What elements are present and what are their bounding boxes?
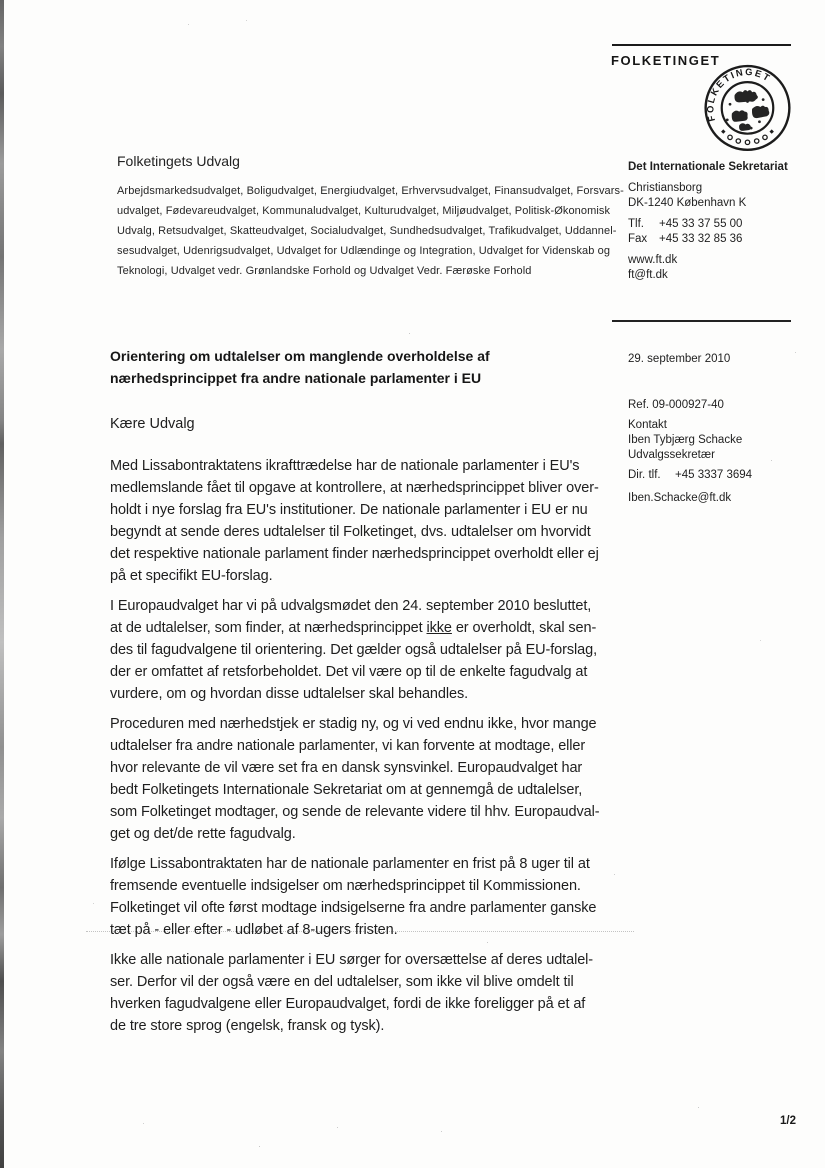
text-segment: er overholdt, skal sen-: [451, 620, 597, 636]
text-line: Arbejdsmarkedsudvalget, Boligudvalget, Energiudvalget, Erhvervsudvalget, Finansudvalget, Forsvars-: [117, 185, 624, 197]
phone-line: [628, 217, 813, 232]
text-line: des til fagudvalgene til orientering. Det gælder også udtalelser på EU-forslag,: [110, 642, 597, 658]
direct-phone-label: Dir. tlf.: [628, 469, 661, 481]
paragraph: [110, 713, 626, 845]
sender-title: Folketingets Udvalg: [117, 153, 240, 169]
text-line: der er omfattet af retsforbeholdet. Det vil være op til de enkelte fagudvalg at: [110, 664, 588, 680]
fax-line: [628, 232, 813, 247]
email: ft@ft.dk: [628, 269, 668, 281]
phone-number: +45 33 37 55 00: [659, 218, 743, 230]
website: www.ft.dk: [628, 254, 678, 266]
scan-edge-artifact: [0, 0, 4, 1168]
paragraph: [110, 595, 626, 705]
contact-title: Udvalgssekretær: [628, 449, 715, 461]
text-line: som Folketinget modtager, og sende de relevante videre til hhv. Europaudval-: [110, 804, 600, 820]
text-line: det respektive nationale parlament finder nærhedsprincippet overholdt eller ej: [110, 546, 599, 562]
text-line: ser. Derfor vil der også være en del udtalelser, som ikke vil blive omdelt til: [110, 974, 574, 990]
folketinget-seal-icon: [699, 61, 796, 153]
text-segment: at de udtalelser, som finder, at nærhedsprincippet: [110, 620, 427, 636]
text-line: sesudvalget, Udenrigsudvalget, Udvalget for Udlændinge og Integration, Udvalget for Videnskab og: [117, 245, 611, 257]
text-line: Ikke alle nationale parlamenter i EU sørger for oversættelse af deres udtalel-: [110, 952, 594, 968]
secretariat-block: [628, 160, 813, 283]
committee-list: [117, 181, 629, 281]
text-line: Udvalg, Retsudvalget, Skatteudvalget, Socialudvalget, Sundhedsudvalget, Trafikudvalget, Uddannel-: [117, 225, 617, 237]
text-line: vurdere, om og hvordan disse udtalelser skal behandles.: [110, 686, 469, 702]
paragraph: [110, 455, 626, 587]
direct-phone-number: +45 3337 3694: [675, 469, 753, 481]
letter-date: 29. september 2010: [628, 353, 731, 365]
text-line: udtalelser fra andre nationale parlamenter, vi kan forvente at modtage, eller: [110, 738, 586, 754]
header-rule: [612, 44, 791, 46]
page-number: 1/2: [780, 1115, 796, 1127]
contact-name: Iben Tybjærg Schacke: [628, 434, 743, 446]
reference-number: Ref. 09-000927-40: [628, 399, 724, 411]
phone-label: Tlf.: [628, 218, 644, 230]
text-line: begyndt at sende deres udtalelser til Folketinget, dvs. udtalelser om hvorvidt: [110, 524, 591, 540]
text-line: Med Lissabontraktatens ikrafttrædelse har de nationale parlamenter i EU's: [110, 458, 580, 474]
subject-heading: [110, 345, 626, 389]
letter-body-column: [110, 345, 626, 1045]
salutation: Kære Udvalg: [110, 416, 195, 432]
sender-block: [117, 152, 629, 281]
text-line: get og det/de rette fagudvalg.: [110, 826, 296, 842]
direct-phone-line: [628, 468, 813, 483]
text-line: Ifølge Lissabontraktaten har de nationale parlamenter en frist på 8 uger til at: [110, 856, 590, 872]
text-line: Folketinget vil ofte først modtage indsigelserne fra andre parlamenter ganske: [110, 900, 597, 916]
text-line: medlemslande fået til opgave at kontrollere, at nærhedsprincippet bliver over-: [110, 480, 599, 496]
scan-speckles: [0, 0, 1, 1]
text-line: bedt Folketingets Internationale Sekretariat om at gennemgå de udtalelser,: [110, 782, 583, 798]
paragraph: [110, 949, 626, 1037]
text-line: Teknologi, Udvalget vedr. Grønlandske Forhold og Udvalget Vedr. Færøske Forhold: [117, 265, 532, 277]
meta-block: [628, 352, 813, 506]
subject-line-1: Orientering om udtalelser om manglende overholdelse af: [110, 348, 490, 364]
svg-text:FOLKETINGET: FOLKETINGET: [705, 66, 773, 123]
text-line: hverken fagudvalgene eller Europaudvalget, fordi de ikke foreligger på et af: [110, 996, 586, 1012]
address-line: DK-1240 København K: [628, 197, 747, 209]
text-line: fremsende eventuelle indsigelser om nærhedsprincippet til Kommissionen.: [110, 878, 581, 894]
underlined-text: ikke: [426, 620, 452, 636]
contact-label: Kontakt: [628, 419, 667, 431]
paragraph: [110, 853, 626, 941]
fax-number: +45 33 32 85 36: [659, 233, 743, 245]
text-line: holdt i nye forslag fra EU's institutioner. De nationale parlamenter i EU er nu: [110, 502, 588, 518]
subject-line-2: nærhedsprincippet fra andre nationale parlamenter i EU: [110, 370, 482, 386]
text-line: på et specifikt EU-forslag.: [110, 568, 273, 584]
text-line: Proceduren med nærhedstjek er stadig ny, og vi ved endnu ikke, hvor mange: [110, 716, 597, 732]
text-line: hvor relevante de vil være set fra en dansk synsvinkel. Europaudvalget har: [110, 760, 583, 776]
text-line: tæt på - eller efter - udløbet af 8-ugers fristen.: [110, 922, 398, 938]
contact-email: Iben.Schacke@ft.dk: [628, 492, 732, 504]
address-rule: [612, 320, 791, 322]
address-line: Christiansborg: [628, 182, 703, 194]
folketinget-wordmark: FOLKETINGET: [611, 53, 721, 68]
fax-label: Fax: [628, 233, 648, 245]
text-line: udvalget, Fødevareudvalget, Kommunaludvalget, Kulturudvalget, Miljøudvalget, Politisk-Økonomisk: [117, 205, 611, 217]
text-line: de tre store sprog (engelsk, fransk og tysk).: [110, 1018, 385, 1034]
letter-paragraphs: [110, 455, 626, 1037]
secretariat-title: Det Internationale Sekretariat: [628, 161, 788, 173]
text-line: [110, 617, 626, 639]
text-line: I Europaudvalget har vi på udvalgsmødet den 24. september 2010 besluttet,: [110, 598, 592, 614]
